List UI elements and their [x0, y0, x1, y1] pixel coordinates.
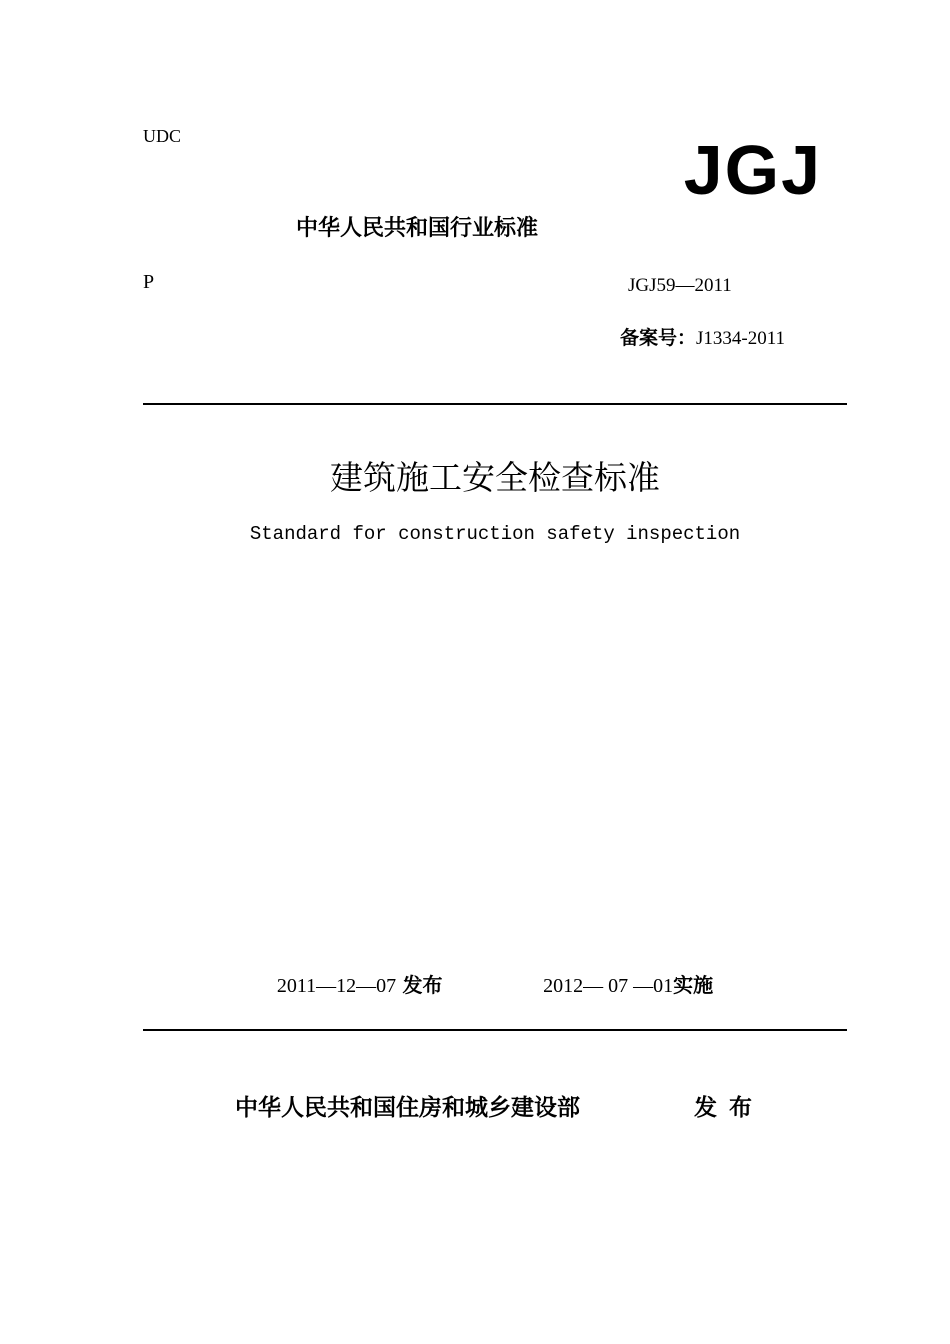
publisher-action: 发布	[694, 1095, 764, 1121]
issue-date: 2011—12—07	[276, 975, 397, 997]
publisher-name: 中华人民共和国住房和城乡建设部	[235, 1095, 580, 1121]
record-number-line	[620, 323, 785, 350]
record-number: J1334-2011	[696, 328, 786, 349]
document-title-english: Standard for construction safety inspection	[249, 523, 741, 545]
issue-label: 发布	[402, 973, 443, 997]
jgj-logo: JGJ	[683, 131, 822, 209]
top-divider	[143, 403, 847, 405]
standard-number: JGJ59—2011	[628, 275, 732, 296]
p-code-label: P	[143, 271, 155, 293]
implement-label: 实施	[673, 973, 714, 997]
dates-line	[0, 969, 950, 998]
implement-date: 2012— 07 —01	[543, 975, 674, 997]
record-label: 备案号：	[620, 327, 697, 349]
bottom-divider	[143, 1029, 847, 1031]
udc-label: UDC	[143, 126, 182, 146]
industry-standard-heading: 中华人民共和国行业标准	[296, 216, 539, 241]
document-title-chinese: 建筑施工安全检查标准	[330, 458, 660, 497]
